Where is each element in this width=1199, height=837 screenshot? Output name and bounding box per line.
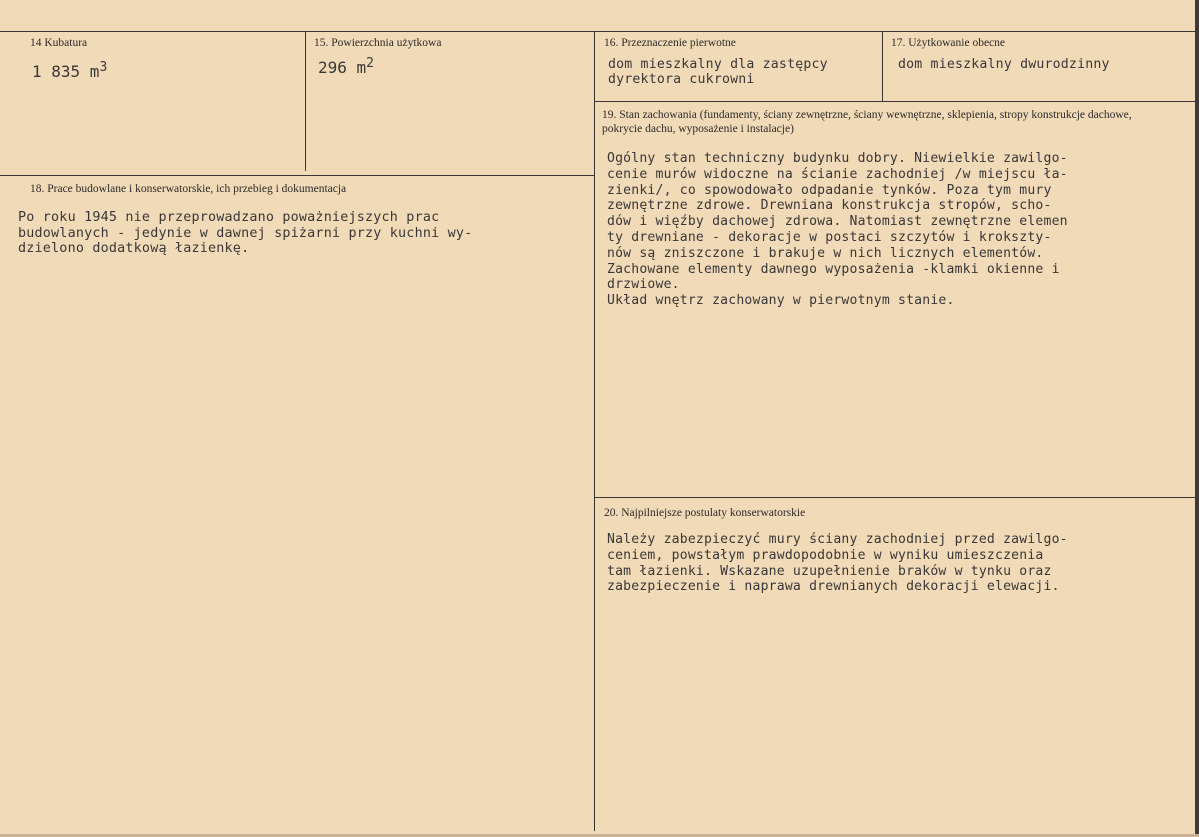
divider-left-right bbox=[594, 31, 595, 831]
divider-16-17 bbox=[882, 31, 883, 102]
divider-14-15 bbox=[305, 31, 306, 171]
top-rule bbox=[0, 31, 1195, 32]
postulaty-text: Należy zabezpieczyć mury ściany zachodniej przed zawilgo- ceniem, powstałym prawdopodobnie w wyniku umieszczenia tam łazienki. Wskazane uzupełnienie braków w tynku oraz zabezpieczenie i naprawa drewnianych dekoracji elewacji. bbox=[607, 532, 1068, 595]
kubatura-number: 1 835 m bbox=[32, 62, 100, 81]
card-right-edge bbox=[1195, 0, 1199, 837]
stan-text: Ogólny stan techniczny budynku dobry. Niewielkie zawilgo- cenie murów widoczne na ścianie zachodniej /w miejscu ła- zienki/, co spowodowało odpadanie tynków. Poza tym mury zewnętrzne zdrowe. Drewniana konstrukcja stropów, scho- dów i więźby dachowej zdrowa. Natomiast zewnętrzne elemen ty drewniane - dekoracje w postaci szczytów i krokszty- nów są zniszczone i brakuje w nich licznych elementów. Zachowane elementy dawnego wyposażenia -klamki okienne i drzwiowe. Układ wnętrz zachowany w pierwotnym stanie. bbox=[607, 151, 1068, 309]
powierzchnia-unit-exponent: 2 bbox=[366, 56, 374, 71]
powierzchnia-value bbox=[318, 58, 374, 77]
rule-under-14-15 bbox=[0, 175, 594, 176]
rule-under-19 bbox=[594, 497, 1195, 498]
przeznaczenie-text: dom mieszkalny dla zastępcy dyrektora cukrowni bbox=[608, 57, 828, 88]
kubatura-value bbox=[32, 62, 107, 81]
prace-label: 18. Prace budowlane i konserwatorskie, ich przebieg i dokumentacja bbox=[30, 183, 347, 195]
kubatura-label: 14 Kubatura bbox=[30, 37, 88, 49]
powierzchnia-label: 15. Powierzchnia użytkowa bbox=[314, 37, 442, 49]
powierzchnia-number: 296 m bbox=[318, 58, 367, 77]
rule-under-16-17 bbox=[594, 101, 1195, 102]
przeznaczenie-label: 16. Przeznaczenie pierwotne bbox=[604, 37, 736, 49]
kubatura-unit-exponent: 3 bbox=[99, 60, 108, 75]
uzytkowanie-text: dom mieszkalny dwurodzinny bbox=[898, 57, 1110, 72]
postulaty-label: 20. Najpilniejsze postulaty konserwatorskie bbox=[604, 507, 806, 519]
prace-text: Po roku 1945 nie przeprowadzano poważniejszych prac budowlanych - jedynie w dawnej spiżarni przy kuchni wy- dzielono dodatkową łazienkę. bbox=[18, 210, 473, 256]
stan-label: 19. Stan zachowania (fundamenty, ściany zewnętrzne, ściany wewnętrzne, sklepienia, stropy konstrukcje dachowe, pokrycie dachu, wyposażenie i instalacje) bbox=[602, 109, 1132, 135]
uzytkowanie-label: 17. Użytkowanie obecne bbox=[891, 37, 1006, 49]
